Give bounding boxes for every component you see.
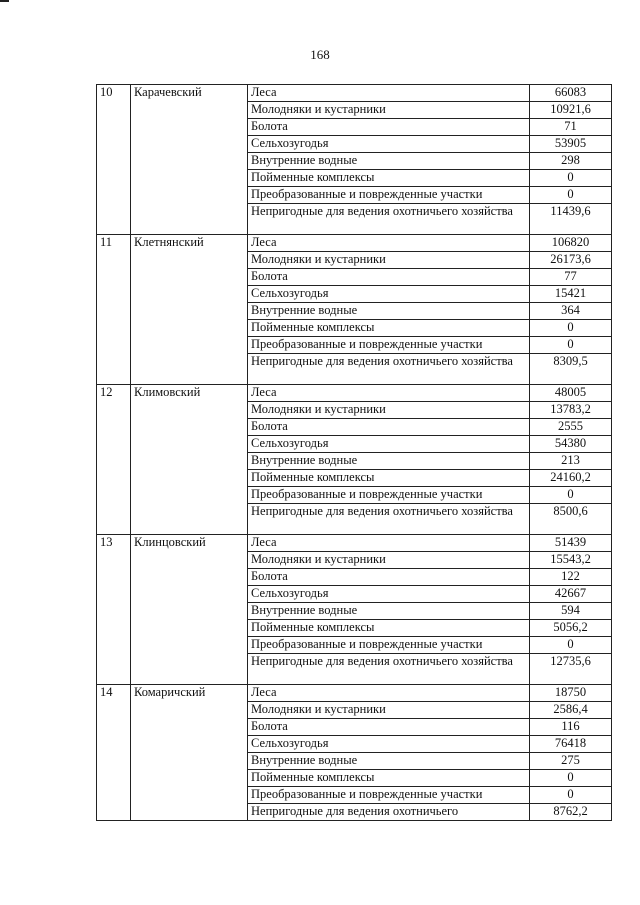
land-category: Непригодные для ведения охотничьего — [248, 804, 530, 821]
area-value: 42667 — [530, 586, 612, 603]
area-value: 54380 — [530, 436, 612, 453]
land-category: Непригодные для ведения охотничьего хозяйства — [248, 204, 530, 235]
land-category: Леса — [248, 685, 530, 702]
area-value: 116 — [530, 719, 612, 736]
area-value: 10921,6 — [530, 102, 612, 119]
area-value: 51439 — [530, 535, 612, 552]
area-value: 8500,6 — [530, 504, 612, 535]
land-category: Преобразованные и поврежденные участки — [248, 337, 530, 354]
area-value: 53905 — [530, 136, 612, 153]
row-number: 13 — [97, 535, 131, 685]
land-category: Сельхозугодья — [248, 586, 530, 603]
area-value: 15543,2 — [530, 552, 612, 569]
area-value: 0 — [530, 770, 612, 787]
land-category: Внутренние водные — [248, 603, 530, 620]
land-category: Внутренние водные — [248, 753, 530, 770]
area-value: 2555 — [530, 419, 612, 436]
table-row — [97, 535, 612, 552]
area-value: 13783,2 — [530, 402, 612, 419]
area-value: 48005 — [530, 385, 612, 402]
district-name: Клинцовский — [131, 535, 248, 685]
land-category: Болота — [248, 569, 530, 586]
district-name: Клетнянский — [131, 235, 248, 385]
area-value: 0 — [530, 187, 612, 204]
land-category: Пойменные комплексы — [248, 620, 530, 637]
area-value: 122 — [530, 569, 612, 586]
land-category: Внутренние водные — [248, 153, 530, 170]
land-category: Леса — [248, 535, 530, 552]
area-value: 364 — [530, 303, 612, 320]
land-category: Леса — [248, 385, 530, 402]
scan-corner-mark — [0, 0, 9, 2]
area-value: 66083 — [530, 85, 612, 102]
land-category: Сельхозугодья — [248, 136, 530, 153]
area-value: 8309,5 — [530, 354, 612, 385]
land-category: Пойменные комплексы — [248, 170, 530, 187]
district-name: Карачевский — [131, 85, 248, 235]
table-row — [97, 685, 612, 702]
land-category: Непригодные для ведения охотничьего хозяйства — [248, 504, 530, 535]
land-category: Молодняки и кустарники — [248, 702, 530, 719]
land-category: Преобразованные и поврежденные участки — [248, 787, 530, 804]
land-category: Молодняки и кустарники — [248, 102, 530, 119]
land-category: Непригодные для ведения охотничьего хозяйства — [248, 354, 530, 385]
land-category: Непригодные для ведения охотничьего хозяйства — [248, 654, 530, 685]
land-category: Молодняки и кустарники — [248, 252, 530, 269]
land-category: Преобразованные и поврежденные участки — [248, 637, 530, 654]
area-value: 0 — [530, 170, 612, 187]
district-name: Комаричский — [131, 685, 248, 821]
land-category: Леса — [248, 85, 530, 102]
land-category: Пойменные комплексы — [248, 320, 530, 337]
land-category: Внутренние водные — [248, 453, 530, 470]
land-category: Внутренние водные — [248, 303, 530, 320]
land-category: Сельхозугодья — [248, 736, 530, 753]
land-category: Пойменные комплексы — [248, 770, 530, 787]
land-category: Молодняки и кустарники — [248, 402, 530, 419]
table-row — [97, 235, 612, 252]
area-value: 106820 — [530, 235, 612, 252]
land-category: Леса — [248, 235, 530, 252]
area-value: 24160,2 — [530, 470, 612, 487]
row-number: 11 — [97, 235, 131, 385]
land-category: Сельхозугодья — [248, 436, 530, 453]
area-value: 77 — [530, 269, 612, 286]
area-value: 18750 — [530, 685, 612, 702]
area-value: 76418 — [530, 736, 612, 753]
row-number: 14 — [97, 685, 131, 821]
area-value: 11439,6 — [530, 204, 612, 235]
land-category: Молодняки и кустарники — [248, 552, 530, 569]
area-value: 0 — [530, 320, 612, 337]
area-value: 2586,4 — [530, 702, 612, 719]
row-number: 12 — [97, 385, 131, 535]
land-category: Преобразованные и поврежденные участки — [248, 187, 530, 204]
area-value: 26173,6 — [530, 252, 612, 269]
land-category: Сельхозугодья — [248, 286, 530, 303]
area-value: 213 — [530, 453, 612, 470]
area-value: 298 — [530, 153, 612, 170]
land-category: Болота — [248, 719, 530, 736]
area-value: 0 — [530, 787, 612, 804]
table-body — [97, 85, 612, 821]
area-value: 0 — [530, 337, 612, 354]
area-value: 594 — [530, 603, 612, 620]
land-category: Болота — [248, 419, 530, 436]
land-category: Пойменные комплексы — [248, 470, 530, 487]
area-value: 5056,2 — [530, 620, 612, 637]
area-value: 275 — [530, 753, 612, 770]
table-row — [97, 385, 612, 402]
table-row — [97, 85, 612, 102]
land-category: Болота — [248, 119, 530, 136]
area-value: 71 — [530, 119, 612, 136]
hunting-lands-table — [96, 84, 612, 821]
page-number: 168 — [310, 47, 330, 62]
land-category: Болота — [248, 269, 530, 286]
land-category: Преобразованные и поврежденные участки — [248, 487, 530, 504]
row-number: 10 — [97, 85, 131, 235]
area-value: 12735,6 — [530, 654, 612, 685]
area-value: 0 — [530, 637, 612, 654]
area-value: 15421 — [530, 286, 612, 303]
district-name: Климовский — [131, 385, 248, 535]
area-value: 8762,2 — [530, 804, 612, 821]
area-value: 0 — [530, 487, 612, 504]
